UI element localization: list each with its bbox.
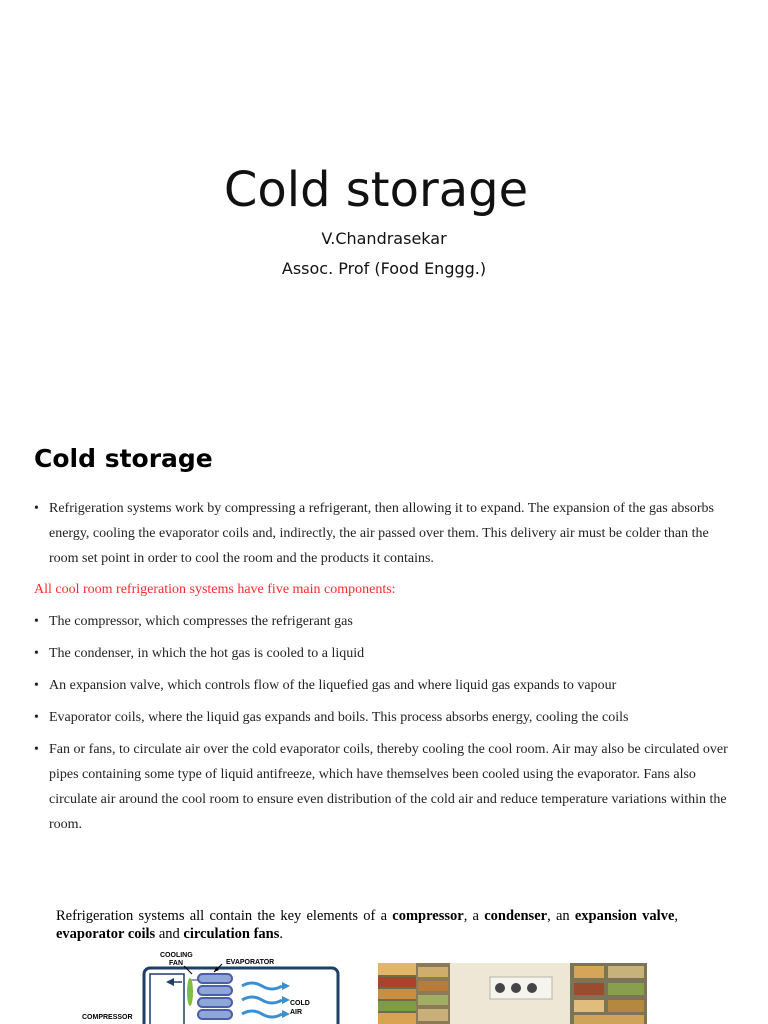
- term-compressor: compressor: [392, 908, 464, 924]
- author-name: V.Chandrasekar: [321, 229, 447, 248]
- title-slide-heading: Cold storage: [223, 162, 529, 218]
- term-circulation-fans: circulation fans: [183, 926, 280, 942]
- cold-room-photo: [378, 963, 647, 1024]
- term-condenser: condenser: [484, 908, 548, 924]
- refrigeration-diagram: [80, 946, 342, 1024]
- section-heading: Cold storage: [34, 444, 213, 473]
- components-heading: All cool room refrigeration systems have five main components:: [34, 582, 396, 597]
- list-item: • An expansion valve, which controls flow of the liquefied gas and where liquid gas expands to vapour: [34, 673, 734, 698]
- term-evaporator-coils: evaporator coils: [56, 926, 156, 942]
- cold-air-label: COLD: [290, 1000, 310, 1007]
- list-item: • Refrigeration systems work by compressing a refrigerant, then allowing it to expand. The expansion of the gas absorbs energy, cooling the evaporator coils and, indirectly, the air passed over them. This delivery air must be colder than the room set point in order to cool the room and the products it contains.: [34, 496, 734, 571]
- compressor-label: COMPRESSOR: [82, 1014, 133, 1021]
- cold-air-label: AIR: [290, 1009, 303, 1016]
- cooling-fan-label: COOLING: [160, 952, 193, 959]
- cooling-fan-label: FAN: [169, 960, 183, 967]
- summary-paragraph: Refrigeration systems all contain the key elements of a compressor, a condenser, an expansion valve, evaporator coils and circulation fans.: [56, 908, 679, 942]
- list-item: • Evaporator coils, where the liquid gas expands and boils. This process absorbs energy, cooling the coils: [34, 705, 734, 730]
- list-item: • The condenser, in which the hot gas is cooled to a liquid: [34, 641, 734, 666]
- content-list: [34, 496, 734, 837]
- evaporator-label: EVAPORATOR: [226, 959, 275, 966]
- list-item: • Fan or fans, to circulate air over the cold evaporator coils, thereby cooling the cool room. Air may also be circulated over pipes containing some type of liquid antifreeze, which have themselves been cooled using the evaporator. Fans also circulate air around the cool room to ensure even distribution of the cold air and reduce temperature variations within the room.: [34, 737, 734, 837]
- list-item: • The compressor, which compresses the refrigerant gas: [34, 609, 734, 634]
- author-position: Assoc. Prof (Food Enggg.): [281, 259, 487, 278]
- term-expansion-valve: expansion valve: [574, 908, 675, 924]
